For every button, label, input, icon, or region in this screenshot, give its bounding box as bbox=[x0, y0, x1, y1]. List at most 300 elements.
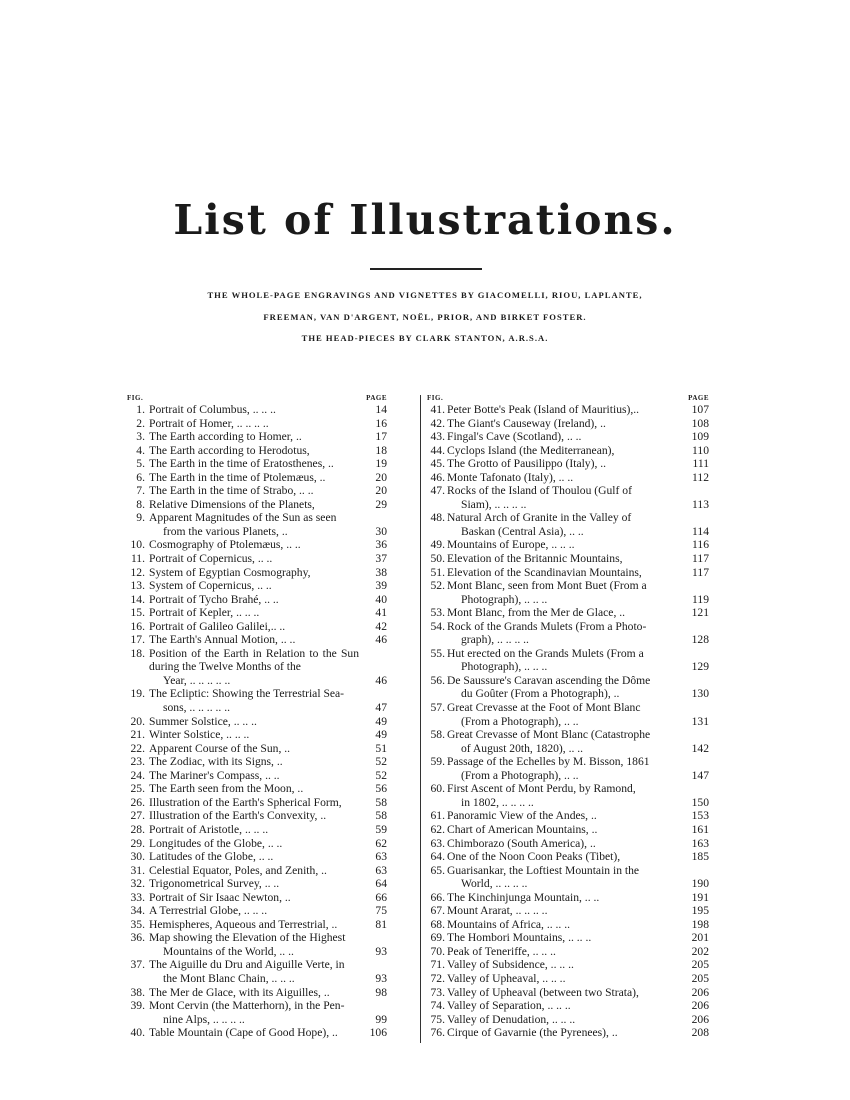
illustration-title bbox=[149, 877, 359, 891]
illustration-title-continuation: Baskan (Central Asia), .. .. bbox=[461, 524, 584, 538]
page-number: 14 bbox=[375, 403, 387, 416]
credit-line-3: THE HEAD-PIECES BY CLARK STANTON, A.R.S.A. bbox=[301, 333, 549, 343]
illustration-title bbox=[149, 457, 359, 471]
figure-number: 64. bbox=[430, 850, 445, 864]
page-number: 93 bbox=[375, 944, 387, 958]
illustration-entry bbox=[427, 566, 709, 580]
illustration-title bbox=[447, 511, 679, 538]
illustration-title-line: Hut erected on the Grands Mulets (From a bbox=[447, 646, 644, 660]
illustration-entry bbox=[127, 918, 387, 932]
page-number: 206 bbox=[691, 1012, 709, 1026]
figure-number: 31. bbox=[130, 863, 145, 877]
figure-number: 71. bbox=[430, 958, 445, 972]
illustration-title bbox=[447, 606, 679, 620]
illustration-title bbox=[149, 484, 359, 498]
illustration-title-line: Cyclops Island (the Mediterranean), bbox=[447, 443, 615, 457]
illustration-title bbox=[447, 1013, 679, 1027]
illustration-entry bbox=[127, 498, 387, 512]
page-number: 59 bbox=[375, 822, 387, 836]
illustration-title-line: Chart of American Mountains, .. bbox=[447, 822, 598, 836]
page-header: PAGE bbox=[366, 394, 387, 402]
illustration-entry bbox=[127, 457, 387, 471]
page-number: 202 bbox=[691, 944, 709, 958]
page-number: 58 bbox=[375, 795, 387, 809]
illustration-title-line: Hemispheres, Aqueous and Terrestrial, .. bbox=[149, 917, 338, 931]
illustration-title bbox=[149, 417, 359, 431]
left-column bbox=[127, 392, 387, 1040]
figure-number: 20. bbox=[130, 714, 145, 728]
page-number: 98 bbox=[375, 985, 387, 999]
figure-number: 11. bbox=[130, 552, 145, 566]
illustration-entry bbox=[427, 552, 709, 566]
illustration-title-line: Cosmography of Ptolemæus, .. .. bbox=[149, 538, 301, 552]
illustration-entry bbox=[427, 891, 709, 905]
illustration-entry bbox=[427, 471, 709, 485]
illustration-title-line: Rocks of the Island of Thoulou (Gulf of bbox=[447, 484, 632, 498]
page-number: 109 bbox=[691, 430, 709, 444]
column-divider bbox=[420, 395, 421, 1043]
illustration-entry bbox=[127, 471, 387, 485]
illustration-title bbox=[149, 782, 359, 796]
illustration-entry bbox=[127, 566, 387, 580]
illustration-title bbox=[149, 931, 359, 958]
illustration-entry bbox=[427, 931, 709, 945]
illustration-title bbox=[149, 742, 359, 756]
illustration-title bbox=[149, 403, 359, 417]
illustration-title bbox=[447, 538, 679, 552]
figure-number: 63. bbox=[430, 836, 445, 850]
illustration-title-line: Portrait of Copernicus, .. .. bbox=[149, 552, 273, 566]
illustration-title-line: Chimborazo (South America), .. bbox=[447, 836, 596, 850]
illustration-title-line: Winter Solstice, .. .. .. bbox=[149, 728, 250, 742]
page-number: 150 bbox=[691, 795, 709, 809]
right-entry-list bbox=[427, 403, 709, 1040]
illustration-title-line: De Saussure's Caravan ascending the Dôme bbox=[447, 673, 651, 687]
illustration-entry bbox=[427, 457, 709, 471]
illustration-entry bbox=[427, 972, 709, 986]
illustration-title-line: Portrait of Aristotle, .. .. .. bbox=[149, 822, 269, 836]
figure-number: 28. bbox=[130, 822, 145, 836]
fig-header: FIG. bbox=[427, 394, 444, 402]
figure-number: 25. bbox=[130, 782, 145, 796]
illustration-entry bbox=[427, 430, 709, 444]
page-number: 36 bbox=[375, 538, 387, 552]
illustration-entry bbox=[127, 891, 387, 905]
illustration-title bbox=[447, 471, 679, 485]
page-number: 20 bbox=[375, 484, 387, 498]
figure-number: 34. bbox=[130, 904, 145, 918]
page-number: 190 bbox=[691, 877, 709, 891]
page-number: 47 bbox=[375, 701, 387, 715]
illustration-title-line: The Grotto of Pausilippo (Italy), .. bbox=[447, 457, 607, 471]
illustration-title bbox=[149, 647, 359, 688]
illustration-title bbox=[447, 403, 679, 417]
page-number: 201 bbox=[691, 931, 709, 945]
page-number: 198 bbox=[691, 917, 709, 931]
figure-number: 69. bbox=[430, 931, 445, 945]
illustration-title bbox=[149, 444, 359, 458]
figure-number: 7. bbox=[136, 484, 145, 498]
illustration-title bbox=[149, 728, 359, 742]
illustration-entry bbox=[127, 904, 387, 918]
illustration-title bbox=[447, 809, 679, 823]
page-number: 52 bbox=[375, 755, 387, 769]
illustration-title-line: The Ecliptic: Showing the Terrestrial Sea- bbox=[149, 687, 345, 701]
illustration-title-line: Portrait of Galileo Galilei,.. .. bbox=[149, 619, 286, 633]
illustration-title bbox=[447, 728, 679, 755]
page-number: 114 bbox=[692, 524, 709, 538]
illustration-title bbox=[447, 823, 679, 837]
page-number: 129 bbox=[691, 660, 709, 674]
illustration-entry bbox=[427, 958, 709, 972]
illustration-entry bbox=[427, 837, 709, 851]
page-number: 108 bbox=[691, 416, 709, 430]
illustration-title-line: Relative Dimensions of the Planets, bbox=[149, 497, 315, 511]
illustration-title-continuation: Siam), .. .. .. .. bbox=[461, 497, 527, 511]
page-number: 41 bbox=[375, 606, 387, 620]
illustration-title bbox=[149, 864, 359, 878]
illustration-title-line: The Earth in the time of Strabo, .. .. bbox=[149, 484, 314, 498]
credit-line-1: THE WHOLE-PAGE ENGRAVINGS AND VIGNETTES BY GIACOMELLI, RIOU, LAPLANTE, bbox=[207, 290, 643, 300]
illustration-title-line: A Terrestrial Globe, .. .. .. bbox=[149, 904, 268, 918]
page-number: 52 bbox=[375, 768, 387, 782]
illustration-entry bbox=[127, 593, 387, 607]
page-number: 106 bbox=[369, 1026, 387, 1040]
illustration-title-line: Mont Blanc, seen from Mont Buet (From a bbox=[447, 579, 647, 593]
illustration-entry bbox=[127, 728, 387, 742]
illustration-title-continuation: Mountains of the World, .. .. bbox=[163, 944, 294, 958]
figure-number: 57. bbox=[430, 701, 445, 715]
illustration-title-line: Elevation of the Scandinavian Mountains, bbox=[447, 565, 642, 579]
illustration-entry bbox=[127, 511, 387, 538]
illustration-entry bbox=[127, 931, 387, 958]
illustration-title-line: System of Copernicus, .. .. bbox=[149, 579, 272, 593]
figure-number: 6. bbox=[136, 470, 145, 484]
illustration-entry bbox=[127, 538, 387, 552]
illustration-title bbox=[447, 457, 679, 471]
page-number: 195 bbox=[691, 904, 709, 918]
illustration-title bbox=[149, 471, 359, 485]
illustration-title-line: Mont Cervin (the Matterhorn), in the Pen- bbox=[149, 999, 345, 1013]
illustration-entry bbox=[127, 823, 387, 837]
illustration-title bbox=[149, 999, 359, 1026]
page-number: 119 bbox=[692, 592, 709, 606]
illustration-entry bbox=[427, 1013, 709, 1027]
illustration-title-line: Map showing the Elevation of the Highest bbox=[149, 931, 346, 945]
illustration-title-line: The Earth according to Homer, .. bbox=[149, 430, 302, 444]
illustration-entry bbox=[127, 579, 387, 593]
illustration-title bbox=[149, 755, 359, 769]
illustration-title bbox=[149, 958, 359, 985]
illustration-entry bbox=[127, 1026, 387, 1040]
illustration-title-line: Portrait of Kepler, .. .. .. bbox=[149, 606, 260, 620]
figure-number: 58. bbox=[430, 728, 445, 742]
page-number: 131 bbox=[691, 714, 709, 728]
illustration-entry bbox=[127, 430, 387, 444]
figure-number: 44. bbox=[430, 443, 445, 457]
illustration-title-line: Valley of Separation, .. .. .. bbox=[447, 999, 571, 1013]
illustration-title bbox=[149, 552, 359, 566]
page-number: 99 bbox=[375, 1012, 387, 1026]
page-number: 64 bbox=[375, 877, 387, 891]
illustration-title-line: Portrait of Sir Isaac Newton, .. bbox=[149, 890, 291, 904]
illustration-entry bbox=[427, 850, 709, 864]
figure-number: 68. bbox=[430, 917, 445, 931]
illustration-entry bbox=[127, 864, 387, 878]
page-number: 46 bbox=[375, 673, 387, 687]
illustration-title-line: Panoramic View of the Andes, .. bbox=[447, 809, 597, 823]
page-number: 130 bbox=[691, 687, 709, 701]
illustration-entry bbox=[427, 417, 709, 431]
illustration-entry bbox=[127, 958, 387, 985]
illustration-title bbox=[149, 566, 359, 580]
figure-number: 32. bbox=[130, 877, 145, 891]
figure-number: 10. bbox=[130, 538, 145, 552]
illustration-title-line: The Hombori Mountains, .. .. .. bbox=[447, 931, 592, 945]
illustration-title bbox=[149, 769, 359, 783]
illustration-title-line: Valley of Upheaval (between two Strata), bbox=[447, 985, 639, 999]
illustration-title-line: Position of the Earth in Relation to the Sun during the Twelve Months of the bbox=[149, 646, 359, 674]
illustration-title-line: Mountains of Africa, .. .. .. bbox=[447, 917, 571, 931]
figure-number: 40. bbox=[130, 1026, 145, 1040]
figure-number: 61. bbox=[430, 809, 445, 823]
illustration-title bbox=[447, 850, 679, 864]
figure-number: 3. bbox=[136, 430, 145, 444]
illustration-entry bbox=[127, 484, 387, 498]
illustration-title-continuation: World, .. .. .. .. bbox=[461, 877, 528, 891]
page-number: 147 bbox=[691, 768, 709, 782]
page-number: 40 bbox=[375, 592, 387, 606]
illustration-title bbox=[447, 417, 679, 431]
illustration-title-line: The Earth in the time of Eratosthenes, .. bbox=[149, 457, 334, 471]
illustration-entry bbox=[127, 687, 387, 714]
illustration-title bbox=[149, 498, 359, 512]
illustration-title-line: The Earth's Annual Motion, .. .. bbox=[149, 633, 296, 647]
illustration-title bbox=[447, 891, 679, 905]
illustration-title-continuation: Photograph), .. .. .. bbox=[461, 660, 548, 674]
illustration-title-line: Longitudes of the Globe, .. .. bbox=[149, 836, 283, 850]
illustration-entry bbox=[427, 701, 709, 728]
figure-number: 56. bbox=[430, 673, 445, 687]
figure-number: 18. bbox=[130, 646, 145, 660]
page-number: 66 bbox=[375, 890, 387, 904]
illustration-title bbox=[447, 782, 679, 809]
illustration-title bbox=[447, 620, 679, 647]
illustration-entry bbox=[127, 742, 387, 756]
illustration-entry bbox=[127, 715, 387, 729]
figure-number: 55. bbox=[430, 646, 445, 660]
page-number: 29 bbox=[375, 497, 387, 511]
figure-number: 62. bbox=[430, 822, 445, 836]
figure-number: 66. bbox=[430, 890, 445, 904]
illustration-entry bbox=[127, 837, 387, 851]
illustration-title-line: Passage of the Echelles by M. Bisson, 1861 bbox=[447, 755, 650, 769]
illustration-title-line: Valley of Denudation, .. .. .. bbox=[447, 1012, 576, 1026]
illustration-title bbox=[447, 674, 679, 701]
figure-number: 49. bbox=[430, 538, 445, 552]
illustration-entry bbox=[127, 809, 387, 823]
figure-number: 26. bbox=[130, 795, 145, 809]
figure-number: 29. bbox=[130, 836, 145, 850]
figure-number: 23. bbox=[130, 755, 145, 769]
illustration-title bbox=[149, 809, 359, 823]
figure-number: 74. bbox=[430, 999, 445, 1013]
figure-number: 5. bbox=[136, 457, 145, 471]
illustration-title bbox=[447, 430, 679, 444]
figure-number: 16. bbox=[130, 619, 145, 633]
illustration-title-continuation: (From a Photograph), .. .. bbox=[461, 768, 579, 782]
figure-number: 70. bbox=[430, 944, 445, 958]
figure-number: 9. bbox=[136, 511, 145, 525]
illustration-title bbox=[149, 904, 359, 918]
illustration-title bbox=[447, 904, 679, 918]
figure-number: 72. bbox=[430, 971, 445, 985]
illustration-title bbox=[447, 864, 679, 891]
illustration-title-line: Elevation of the Britannic Mountains, bbox=[447, 552, 623, 566]
page-number: 206 bbox=[691, 985, 709, 999]
figure-number: 53. bbox=[430, 606, 445, 620]
figure-number: 2. bbox=[136, 416, 145, 430]
illustration-title-line: The Giant's Causeway (Ireland), .. bbox=[447, 416, 606, 430]
illustration-title-line: Portrait of Columbus, .. .. .. bbox=[149, 403, 276, 416]
illustration-title-line: Fingal's Cave (Scotland), .. .. bbox=[447, 430, 582, 444]
illustration-title-line: Rock of the Grands Mulets (From a Photo- bbox=[447, 619, 647, 633]
page-number: 205 bbox=[691, 971, 709, 985]
illustration-entry bbox=[427, 945, 709, 959]
page-number: 117 bbox=[692, 565, 709, 579]
figure-number: 41. bbox=[430, 403, 445, 416]
illustration-entry bbox=[127, 552, 387, 566]
page-number: 18 bbox=[375, 443, 387, 457]
illustration-title bbox=[447, 579, 679, 606]
page-number: 128 bbox=[691, 633, 709, 647]
figure-number: 45. bbox=[430, 457, 445, 471]
illustration-title-line: Illustration of the Earth's Spherical Form, bbox=[149, 795, 342, 809]
illustration-title bbox=[447, 945, 679, 959]
page-header: PAGE bbox=[688, 394, 709, 402]
right-column bbox=[427, 392, 709, 1040]
page-number: 16 bbox=[375, 416, 387, 430]
illustration-entry bbox=[127, 755, 387, 769]
illustration-entry bbox=[427, 728, 709, 755]
illustration-title-line: Mountains of Europe, .. .. .. bbox=[447, 538, 575, 552]
illustration-title-line: The Kinchinjunga Mountain, .. .. bbox=[447, 890, 600, 904]
illustration-entry bbox=[427, 755, 709, 782]
figure-number: 48. bbox=[430, 511, 445, 525]
page-number: 39 bbox=[375, 579, 387, 593]
figure-number: 8. bbox=[136, 497, 145, 511]
figure-number: 65. bbox=[430, 863, 445, 877]
illustration-entry bbox=[427, 620, 709, 647]
figure-number: 24. bbox=[130, 768, 145, 782]
figure-number: 76. bbox=[430, 1026, 445, 1040]
figure-number: 1. bbox=[136, 403, 145, 416]
illustration-title bbox=[447, 701, 679, 728]
page-number: 191 bbox=[691, 890, 709, 904]
page-number: 42 bbox=[375, 619, 387, 633]
illustration-title bbox=[447, 918, 679, 932]
illustration-title bbox=[447, 1026, 679, 1040]
figure-number: 59. bbox=[430, 755, 445, 769]
illustration-title-line: Peter Botte's Peak (Island of Mauritius),.. bbox=[447, 403, 640, 416]
credit-line-2: FREEMAN, VAN D'ARGENT, NOËL, PRIOR, AND BIRKET FOSTER. bbox=[263, 312, 587, 322]
page-number: 46 bbox=[375, 633, 387, 647]
illustration-title-line: Monte Tafonato (Italy), .. .. bbox=[447, 470, 574, 484]
page-number: 185 bbox=[691, 850, 709, 864]
illustration-entry bbox=[127, 999, 387, 1026]
illustration-title-line: Mount Ararat, .. .. .. .. bbox=[447, 904, 548, 918]
illustration-title-line: Illustration of the Earth's Convexity, .. bbox=[149, 809, 327, 823]
page-number: 49 bbox=[375, 714, 387, 728]
figure-number: 21. bbox=[130, 728, 145, 742]
figure-number: 17. bbox=[130, 633, 145, 647]
illustration-title bbox=[149, 430, 359, 444]
illustration-title-line: Valley of Upheaval, .. .. .. bbox=[447, 971, 566, 985]
page-number: 116 bbox=[692, 538, 709, 552]
illustration-entry bbox=[127, 782, 387, 796]
figure-number: 47. bbox=[430, 484, 445, 498]
illustration-entry bbox=[127, 647, 387, 688]
figure-number: 14. bbox=[130, 592, 145, 606]
page-number: 62 bbox=[375, 836, 387, 850]
illustration-title bbox=[149, 606, 359, 620]
illustration-entry bbox=[427, 606, 709, 620]
illustration-title-continuation: Photograph), .. .. .. bbox=[461, 592, 548, 606]
left-column-header bbox=[127, 392, 387, 403]
figure-number: 60. bbox=[430, 782, 445, 796]
figure-number: 51. bbox=[430, 565, 445, 579]
figure-number: 13. bbox=[130, 579, 145, 593]
illustration-title-continuation: the Mont Blanc Chain, .. .. .. bbox=[163, 971, 295, 985]
illustration-title bbox=[149, 715, 359, 729]
illustration-entry bbox=[427, 809, 709, 823]
illustration-entry bbox=[427, 904, 709, 918]
illustration-entry bbox=[427, 403, 709, 417]
illustration-entry bbox=[127, 403, 387, 417]
illustration-title bbox=[447, 484, 679, 511]
figure-number: 43. bbox=[430, 430, 445, 444]
page-number: 81 bbox=[375, 917, 387, 931]
illustration-title-line: The Mer de Glace, with its Aiguilles, .. bbox=[149, 985, 330, 999]
illustration-title bbox=[447, 999, 679, 1013]
illustration-title-line: Portrait of Homer, .. .. .. .. bbox=[149, 416, 269, 430]
page-number: 30 bbox=[375, 524, 387, 538]
figure-number: 52. bbox=[430, 579, 445, 593]
illustration-entry bbox=[427, 823, 709, 837]
page-number: 153 bbox=[691, 809, 709, 823]
page-number: 51 bbox=[375, 741, 387, 755]
figure-number: 46. bbox=[430, 470, 445, 484]
page-number: 208 bbox=[691, 1026, 709, 1040]
illustration-title bbox=[149, 796, 359, 810]
figure-number: 36. bbox=[130, 931, 145, 945]
illustration-title-line: Apparent Course of the Sun, .. bbox=[149, 741, 291, 755]
figure-number: 33. bbox=[130, 890, 145, 904]
page-number: 20 bbox=[375, 470, 387, 484]
page-number: 206 bbox=[691, 999, 709, 1013]
illustration-title-line: Table Mountain (Cape of Good Hope), .. bbox=[149, 1026, 338, 1040]
page-title: List of Illustrations. bbox=[173, 196, 677, 244]
page-number: 163 bbox=[691, 836, 709, 850]
illustration-title-continuation: sons, .. .. .. .. .. bbox=[163, 701, 230, 715]
illustration-entry bbox=[427, 484, 709, 511]
left-entry-list bbox=[127, 403, 387, 1040]
page-number: 142 bbox=[691, 741, 709, 755]
illustration-title-line: First Ascent of Mont Perdu, by Ramond, bbox=[447, 782, 636, 796]
illustration-title-line: Trigonometrical Survey, .. .. bbox=[149, 877, 280, 891]
illustration-title bbox=[149, 1026, 359, 1040]
illustration-title bbox=[447, 552, 679, 566]
